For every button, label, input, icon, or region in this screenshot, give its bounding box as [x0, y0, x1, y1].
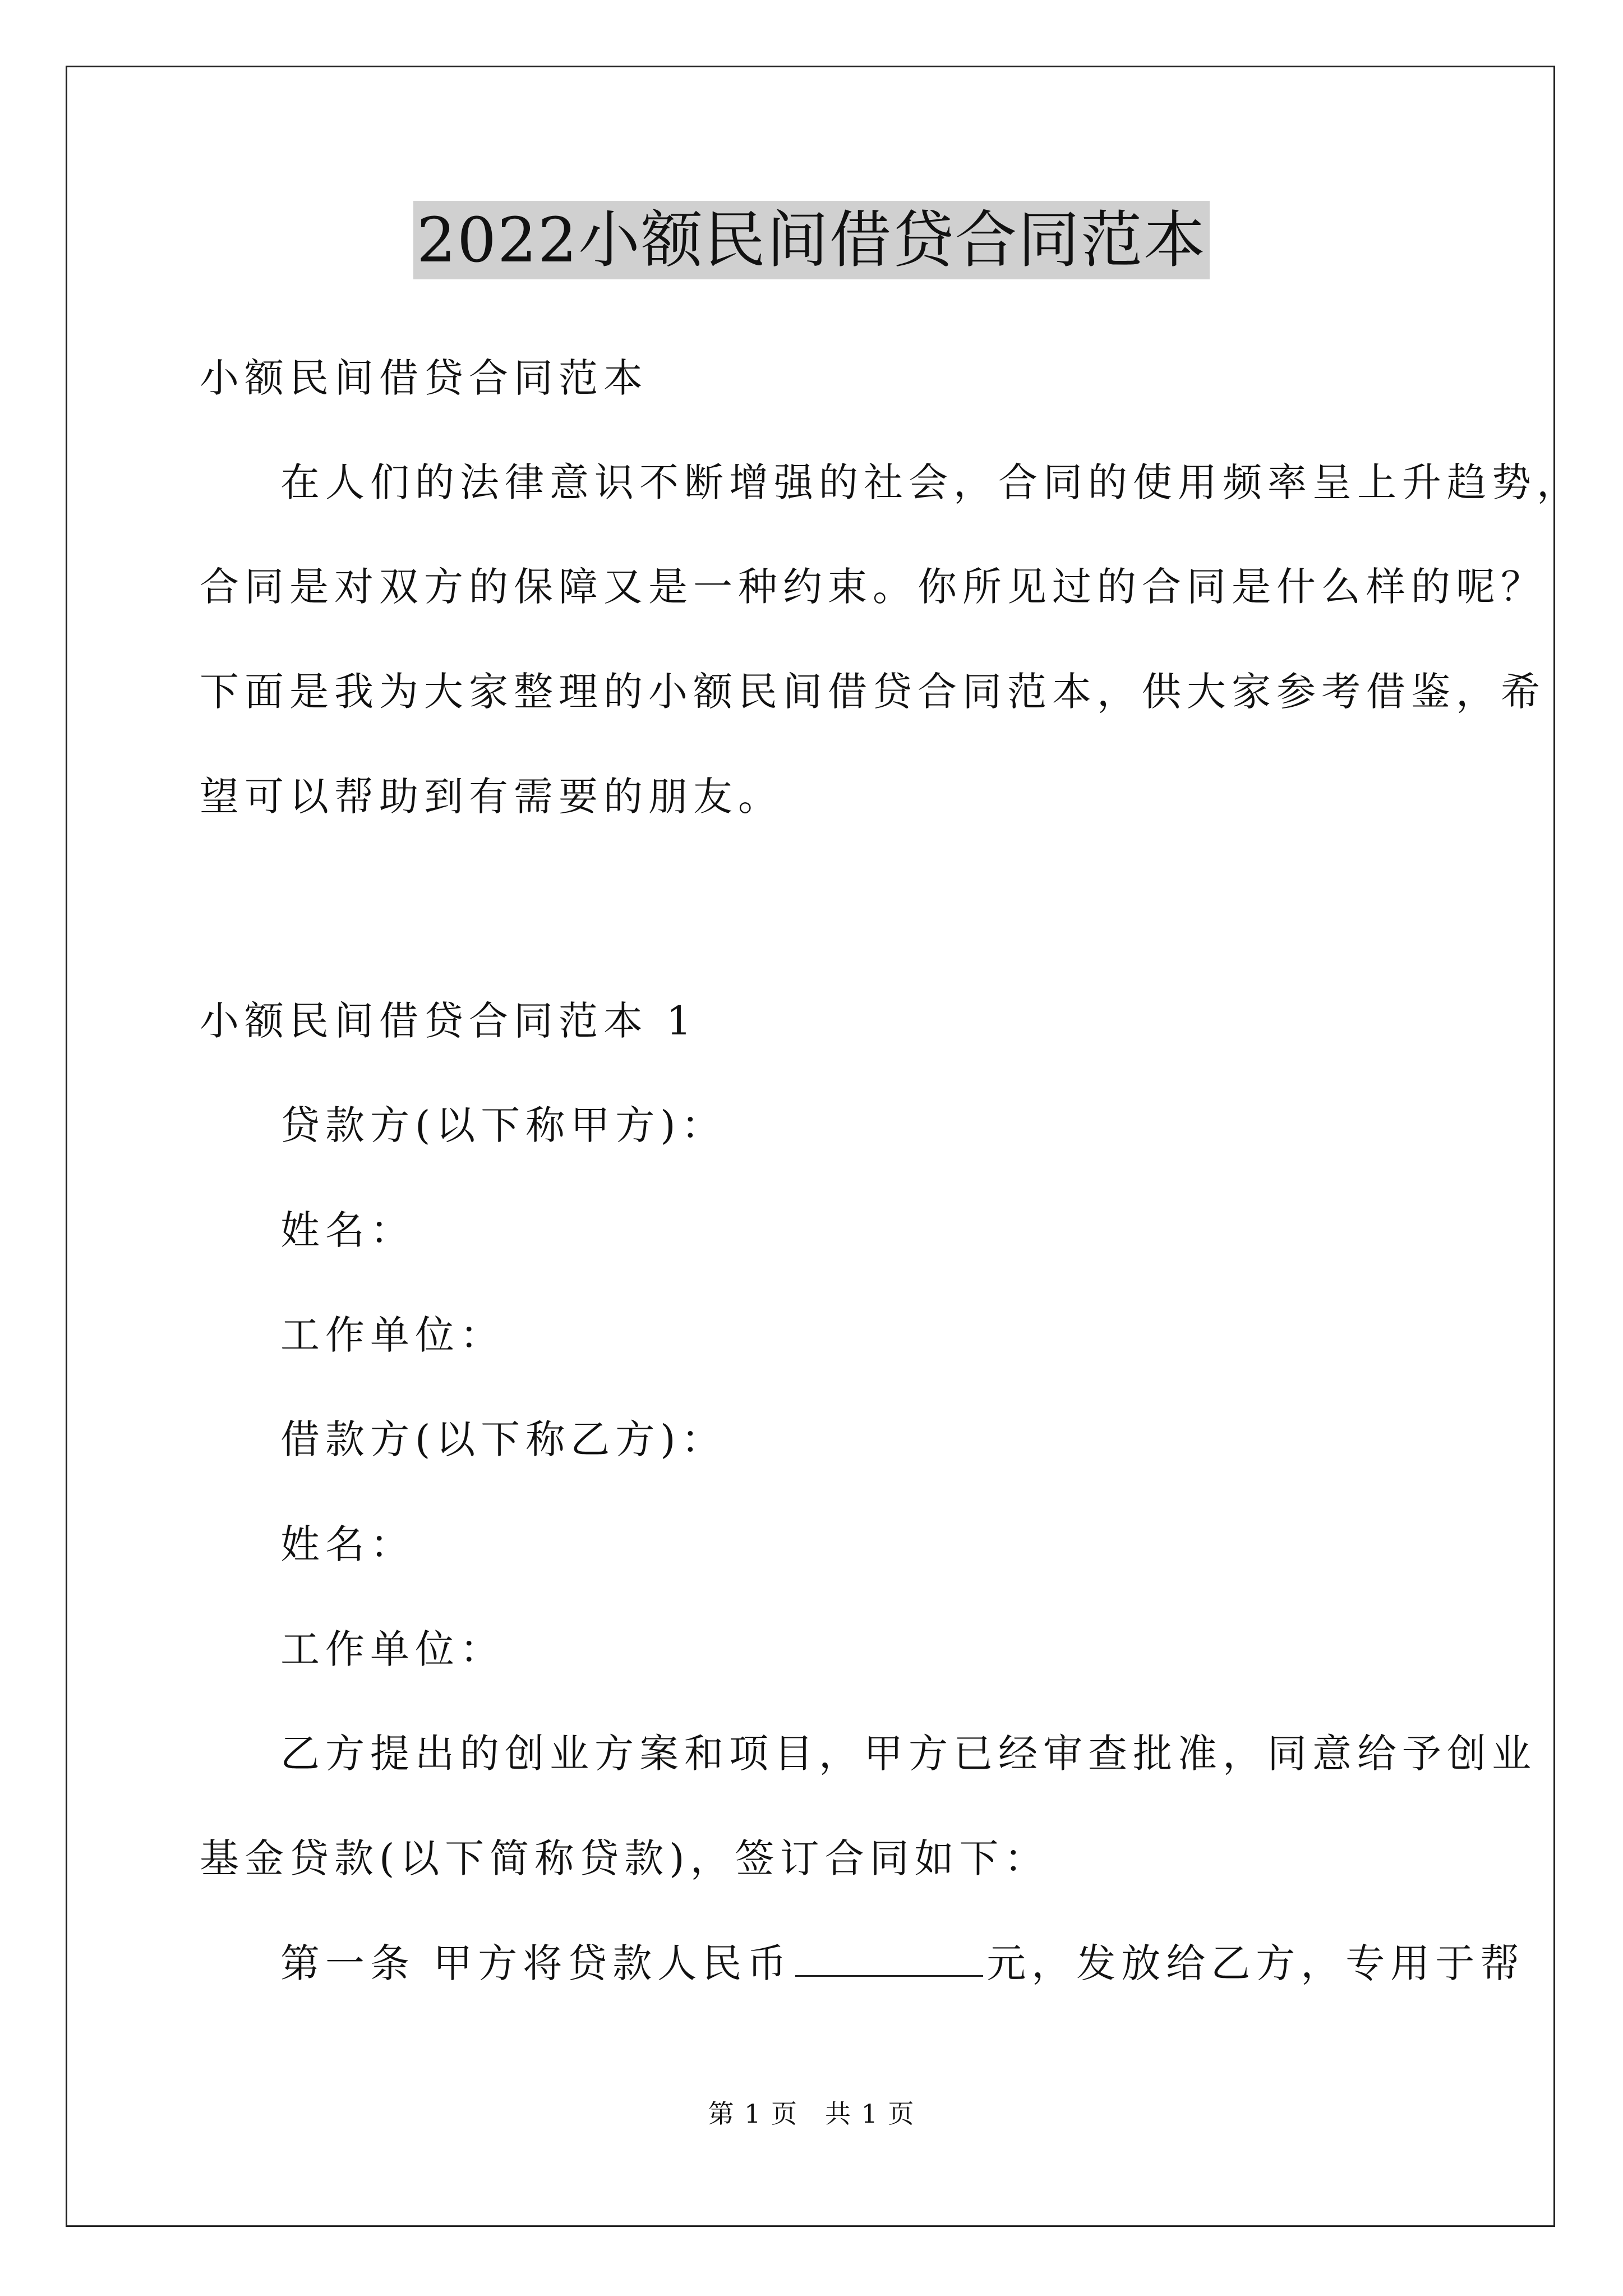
agreement-line: 乙方提出的创业方案和项目，甲方已经审查批准，同意给予创业 — [280, 1731, 1537, 1777]
page-footer: 第 1 页 共 1 页 — [708, 2099, 915, 2129]
borrower-label: 借款方(以下称乙方)： — [280, 1416, 726, 1462]
document-title: 2022小额民间借贷合同范本 — [413, 201, 1210, 279]
borrower-name-label: 姓名： — [280, 1521, 415, 1567]
article-one-suffix: 元，发放给乙方，专用于帮 — [986, 1940, 1525, 1986]
agreement-line: 基金贷款(以下简称贷款)，签订合同如下： — [200, 1835, 1049, 1881]
intro-line: 望可以帮助到有需要的朋友。 — [200, 774, 783, 820]
intro-line: 在人们的法律意识不断增强的社会，合同的使用频率呈上升趋势， — [280, 459, 1581, 505]
section-heading: 小额民间借贷合同范本 1 — [200, 998, 697, 1044]
subtitle: 小额民间借贷合同范本 — [200, 355, 648, 401]
article-one — [280, 1935, 1525, 1991]
title-container — [0, 201, 1623, 279]
intro-line: 合同是对双方的保障又是一种约束。你所见过的合同是什么样的呢？ — [200, 564, 1546, 610]
intro-line: 下面是我为大家整理的小额民间借贷合同范本，供大家参考借鉴，希 — [200, 669, 1546, 715]
lender-work-label: 工作单位： — [280, 1312, 505, 1358]
lender-name-label: 姓名： — [280, 1207, 415, 1253]
lender-label: 贷款方(以下称甲方)： — [280, 1102, 726, 1148]
amount-blank-field[interactable] — [795, 1938, 983, 1977]
borrower-work-label: 工作单位： — [280, 1626, 505, 1672]
article-one-prefix: 第一条 甲方将贷款人民币 — [280, 1940, 792, 1986]
